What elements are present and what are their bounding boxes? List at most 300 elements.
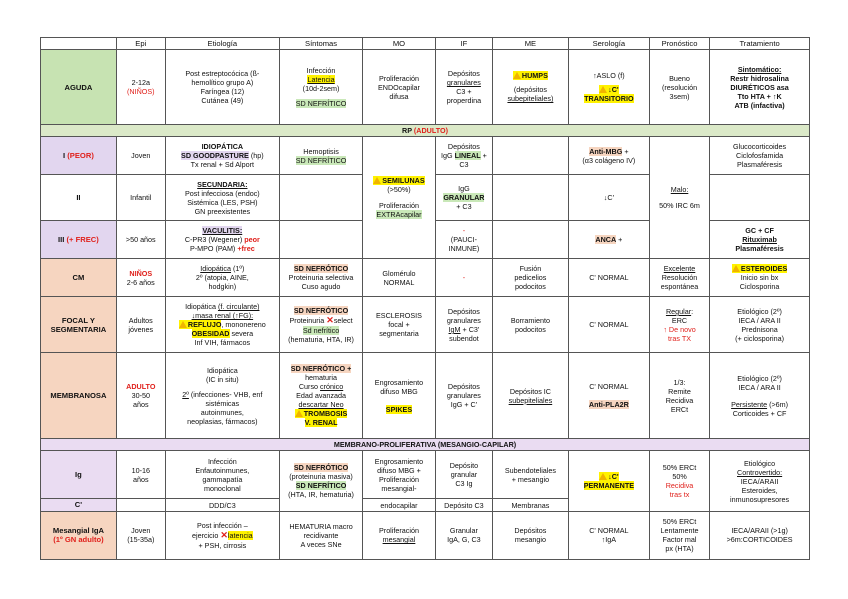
aguda-sint-latencia: Latencia	[307, 75, 335, 85]
header-epi: Epi	[116, 38, 165, 50]
iga-name-sub: (1º GN adulto)	[53, 535, 104, 545]
row-cm	[41, 259, 810, 297]
focal-me	[492, 297, 568, 353]
focal-if	[435, 297, 492, 353]
cm-prono	[649, 259, 709, 297]
membr-sint-vrenal: V. RENAL	[304, 418, 338, 428]
warning-icon	[599, 86, 607, 93]
membr-prono-line: Remite	[668, 386, 691, 396]
mp-sero-permanente: PERMANENTE	[583, 481, 635, 491]
rp-i-if-igg: IgG	[441, 151, 453, 161]
rp-iii-trat	[710, 221, 810, 259]
focal-trat-line: Prednisona	[741, 324, 778, 334]
aguda-prono-line: Bueno	[669, 73, 690, 83]
membr-if	[435, 353, 492, 439]
iga-mo	[363, 511, 436, 559]
rp-i-sero-antimbg: Anti-MBG	[589, 146, 623, 156]
mp-sint	[279, 451, 362, 511]
aguda-me-line: (depósitos	[513, 85, 547, 95]
cm-me-line: Fusión	[519, 264, 542, 274]
rp-iii-me	[492, 221, 568, 259]
rp-ii-sint	[279, 175, 362, 221]
mp-c-epi	[116, 499, 165, 511]
iga-prono	[649, 511, 709, 559]
rp-iii-label: III	[58, 235, 65, 245]
iga-mo-line: mesangial	[382, 535, 416, 545]
aguda-mo-line: difusa	[389, 91, 409, 101]
aguda-me-line: subepiteliales)	[507, 94, 554, 104]
aguda-sero	[568, 50, 649, 125]
cm-mo-line: NORMAL	[383, 277, 415, 287]
membr-epi-adulto: ADULTO	[126, 382, 156, 392]
rp-ii-epi: Infantil	[116, 175, 165, 221]
header-etiologia: Etiología	[165, 38, 279, 50]
membr-etio-2: 2º	[182, 389, 189, 399]
focal-if-line: granulares	[446, 315, 481, 325]
aguda-sint-line: Infección	[306, 66, 336, 76]
membr-prono-line: Recidiva	[665, 395, 694, 405]
focal-epi-line: Adultos	[128, 315, 153, 325]
membr-trat-6m: (>6m)	[767, 399, 789, 409]
membr-if-line: granulares	[446, 391, 481, 401]
focal-epi-line: jóvenes	[128, 324, 154, 334]
cm-sint-nefrotico: SD NEFRÓTICO	[293, 264, 349, 274]
rp-mo-line: Proliferación	[379, 201, 419, 211]
rp-ii-if-granular: GRANULAR	[443, 193, 485, 203]
aguda-trat-line: Tto HTA + ↑K	[737, 91, 782, 101]
aguda-etio-line: Faríngea (12)	[200, 87, 245, 97]
rp-i-sero-line: (α3 colágeno IV)	[582, 155, 636, 165]
row-iga	[41, 511, 810, 559]
rp-i-trat	[710, 137, 810, 175]
row-membranosa	[41, 353, 810, 439]
rp-mo	[363, 137, 436, 259]
focal-etio-fcirc: (f. circulante)	[217, 302, 260, 312]
mp-prono-line: 50%	[672, 472, 687, 482]
mp-ig-me	[492, 451, 568, 499]
rp-iii-sero-plus: +	[618, 235, 623, 245]
membr-sint-line: hematuria	[305, 373, 338, 383]
membr-sint-line: descartar Neo	[298, 400, 344, 410]
rp-i-sub: (PEOR)	[67, 151, 94, 161]
focal-if-line: subendot	[449, 333, 479, 343]
iga-epi-line: Joven	[131, 526, 151, 536]
rp-i-if	[435, 137, 492, 175]
rp-i-sint	[279, 137, 362, 175]
cm-etio-line: 2º (atopia, AINE,	[195, 273, 249, 283]
focal-name	[41, 297, 117, 353]
cm-epi-age: 2-6 años	[126, 277, 155, 287]
membr-epi-line: años	[132, 400, 149, 410]
iga-prono-line: 50% ERCt	[662, 517, 697, 527]
focal-sero: C' NORMAL	[568, 297, 649, 353]
rp-title: RP	[402, 126, 412, 136]
header-mo: MO	[363, 38, 436, 50]
membr-sint-line: Edad avanzada	[296, 391, 347, 401]
rp-iii-if	[435, 221, 492, 259]
mp-ig-etio	[165, 451, 279, 499]
membr-name: MEMBRANOSA	[41, 353, 117, 439]
rp-prono-malo: Malo:	[670, 185, 689, 195]
mp-sint-nefritico: SD NEFRÍTICO	[295, 481, 347, 491]
mp-prono-tras: tras tx	[669, 490, 690, 500]
iga-sint-line: HEMATURIA macro	[289, 521, 353, 531]
cm-sero: C' NORMAL	[568, 259, 649, 297]
header-if: IF	[435, 38, 492, 50]
focal-if-igm: IgM	[448, 324, 461, 334]
mp-ig-etio-line: monoclonal	[203, 483, 241, 493]
focal-trat-line: (+ ciclosporina)	[735, 333, 785, 343]
mp-sero	[568, 451, 649, 511]
mp-trat-line: Etiológico	[743, 458, 776, 468]
iga-me-line: Depósitos	[514, 526, 547, 536]
mp-trat-line: Controvertido:	[737, 467, 783, 477]
mp-ig-if-line: granular	[450, 470, 478, 480]
focal-me-line: Borramiento	[510, 315, 550, 325]
header-serologia: Serología	[568, 38, 649, 50]
rp-i-etio-hp: (hp)	[250, 151, 264, 161]
rp-ii-if	[435, 175, 492, 221]
mp-sint-line: (proteinuria masiva)	[289, 472, 353, 482]
rp-ii-etio-line: SECUNDARIA:	[197, 179, 248, 189]
cm-me	[492, 259, 568, 297]
header-sintomas: Síntomas	[279, 38, 362, 50]
mp-banner: MEMBRANO-PROLIFERATIVA (MESANGIO-CAPILAR)	[41, 439, 810, 451]
membr-prono-line: 1/3:	[673, 377, 686, 387]
membr-prono	[649, 353, 709, 439]
row-mp-banner	[41, 439, 810, 451]
rp-title-sub: (ADULTO)	[413, 126, 448, 136]
membr-etio	[165, 353, 279, 439]
mp-trat-line: Esteroides,	[741, 485, 778, 495]
iga-epi-line: (15-35a)	[127, 535, 155, 545]
membr-me	[492, 353, 568, 439]
mp-ig-me-line: + mesangio	[511, 474, 550, 484]
rp-i-if-lineal: LINEAL	[454, 151, 481, 161]
header-me: ME	[492, 38, 568, 50]
focal-if-line: Depósitos	[447, 306, 480, 316]
rp-i-sint-nefritico: SD NEFRÍTICO	[295, 155, 347, 165]
aguda-epi-group: (NIÑOS)	[126, 87, 155, 97]
rp-i-etio-line: Tx renal + Sd Alport	[190, 160, 254, 170]
warning-icon	[295, 410, 303, 417]
mp-ig-if-line: C3 Ig	[455, 479, 473, 489]
cm-epi	[116, 259, 165, 297]
rp-iii-sub: (+ FREC)	[66, 235, 99, 245]
aguda-me-humps: HUMPS	[521, 71, 548, 81]
mp-ig-epi	[116, 451, 165, 499]
rp-ii-etio-line: Post infecciosa (endoc)	[184, 188, 260, 198]
focal-prono-denovo: ↑ De novo	[663, 324, 696, 334]
focal-etio-idiopatica: Idiopática	[185, 302, 216, 312]
rp-iii-sero	[568, 221, 649, 259]
membr-sint	[279, 353, 362, 439]
cm-name: CM	[41, 259, 117, 297]
rp-ii-me	[492, 175, 568, 221]
rp-iii-trat-line: Rituximab	[742, 235, 777, 245]
row-aguda	[41, 50, 810, 125]
row-mp-ig	[41, 451, 810, 499]
aguda-if	[435, 50, 492, 125]
cm-trat	[710, 259, 810, 297]
rp-ii-etio-line: GN preexistentes	[194, 206, 251, 216]
header-row	[41, 38, 810, 50]
mp-ig-mo	[363, 451, 436, 499]
iga-sint-line: recidivante	[303, 530, 339, 540]
aguda-prono	[649, 50, 709, 125]
header-pronostico: Pronóstico	[649, 38, 709, 50]
iga-mo-line: Proliferación	[379, 526, 419, 536]
iga-me	[492, 511, 568, 559]
focal-sint-nefrotico: SD NEFRÓTICO	[293, 305, 349, 315]
focal-epi	[116, 297, 165, 353]
aguda-sint	[279, 50, 362, 125]
focal-trat-line: IECA / ARA II	[738, 315, 781, 325]
membr-etio-line: Idiopática	[206, 365, 238, 375]
aguda-me	[492, 50, 568, 125]
mp-c-if: Depósito C3	[435, 499, 492, 511]
warning-icon	[513, 72, 521, 79]
focal-prono-line: ERC	[671, 315, 688, 325]
mp-c-etio: DDD/C3	[165, 499, 279, 511]
mp-c-mo: endocapilar	[363, 499, 436, 511]
cross-icon: ✕	[220, 529, 228, 540]
aguda-if-line: C3 +	[456, 87, 472, 97]
rp-prono-line: 50% IRC 6m	[659, 201, 700, 211]
rp-iii-etio	[165, 221, 279, 259]
iga-if-line: IgA, G, C3	[447, 535, 481, 545]
membr-sero-pla2r: Anti-PLA2R	[588, 400, 629, 410]
rp-ii-sero: ↓C'	[568, 175, 649, 221]
rp-iii-sint	[279, 221, 362, 259]
mp-trat-line: IECA/ARAII	[740, 476, 779, 486]
aguda-mo-line: Proliferación	[379, 73, 419, 83]
iga-etio-line: Post infección –	[196, 520, 248, 530]
mp-ig-mo-line: Engrosamiento	[374, 456, 424, 466]
cm-mo-line: Glomérulo	[382, 268, 416, 278]
rp-iii-etio-peor: peor	[244, 235, 260, 245]
aguda-etio-line: Cutánea (49)	[201, 96, 244, 106]
rp-iii-name	[41, 221, 117, 259]
cm-trat-line: Ciclosporina	[739, 282, 780, 292]
cm-etio-line: hodgkin)	[208, 282, 237, 292]
rp-iii-sero-anca: ANCA	[595, 235, 617, 245]
rp-i-if-line: C3	[459, 160, 469, 170]
aguda-trat-line: DIURÉTICOS asa	[730, 82, 789, 92]
rp-iii-etio-pr3: C-PR3 (Wegener)	[184, 235, 243, 245]
iga-epi	[116, 511, 165, 559]
focal-etio-severa: severa	[229, 329, 254, 339]
iga-etio-ejercicio: ejercicio	[191, 530, 219, 540]
rp-i-trat-line: Glucocorticoides	[733, 142, 787, 152]
membr-epi	[116, 353, 165, 439]
focal-if-c3: + C3'	[460, 324, 480, 334]
membr-trat	[710, 353, 810, 439]
iga-trat-line: IECA/ARAII (>1g)	[731, 526, 788, 536]
rp-ii-name: II	[41, 175, 117, 221]
focal-prono-tras: tras TX	[668, 333, 692, 343]
iga-sint-line: A veces SNe	[300, 539, 342, 549]
rp-i-name	[41, 137, 117, 175]
rp-ii-etio	[165, 175, 279, 221]
mp-prono-line: 50% ERCt	[662, 463, 697, 473]
rp-iii-trat-line: GC + CF	[745, 226, 774, 236]
rp-iii-if-line: (PAUCI-	[450, 235, 478, 245]
focal-prono	[649, 297, 709, 353]
iga-prono-line: Lentamente	[660, 526, 699, 536]
cm-prono-line: espontánea	[660, 282, 699, 292]
focal-sint	[279, 297, 362, 353]
cm-mo	[363, 259, 436, 297]
cm-me-line: pedicelios	[514, 273, 547, 283]
row-rp-banner	[41, 125, 810, 137]
aguda-mo-line: ENDOcapilar	[378, 82, 420, 92]
iga-if	[435, 511, 492, 559]
rp-i-if-line: Depósitos	[447, 142, 480, 152]
rp-ii-trat	[710, 175, 810, 221]
membr-epi-line: 30-50	[131, 391, 150, 401]
focal-mo-line: ESCLEROSIS	[376, 311, 422, 321]
focal-trat	[710, 297, 810, 353]
iga-prono-line: Factor mal	[662, 535, 697, 545]
membr-sint-curso: Curso	[298, 382, 319, 392]
aguda-etio-line: hemolítico grupo A)	[191, 78, 254, 88]
mp-trat-line: inmunosupresores	[730, 494, 790, 504]
mp-sint-nefrotico: SD NEFRÓTICO	[293, 463, 349, 473]
membr-sint-trombosis: TROMBOSIS	[303, 409, 348, 419]
aguda-epi-age: 2-12a	[131, 78, 150, 88]
focal-etio	[165, 297, 279, 353]
aguda-sint-line: (10d-2sem)	[302, 84, 340, 94]
glomerulonephritis-table	[40, 37, 810, 560]
cm-sint-line: Cuso agudo	[301, 282, 341, 292]
focal-sint-select: select	[333, 315, 353, 325]
rp-i-goodpasture: SD GOODPASTURE	[181, 151, 249, 161]
mp-ig-mo-line: mesangial-	[381, 483, 417, 493]
rp-mo-extracapilar: EXTRAcapilar	[376, 210, 422, 220]
rp-ii-if-line: + C3	[456, 202, 472, 212]
row-focal	[41, 297, 810, 353]
rp-iii-epi: >50 años	[116, 221, 165, 259]
membr-me-line: subepiteliales	[508, 395, 553, 405]
iga-sint	[279, 511, 362, 559]
rp-i-trat-line: Plasmaféresis	[737, 160, 783, 170]
warning-icon	[179, 321, 187, 328]
rp-iii-etio-frec: +frec	[237, 244, 255, 254]
mp-prono-recidiva: Recidiva	[665, 481, 694, 491]
focal-prono-regular: Regular	[665, 306, 692, 316]
focal-etio-masa: ↓masa renal (↑FG):	[191, 311, 254, 321]
rp-ii-if-line: IgG	[458, 184, 470, 194]
mp-ig-etio-line: gammapatía	[202, 474, 243, 484]
mp-ig-if-line: Depósito	[449, 461, 479, 471]
focal-etio-obesidad: OBESIDAD	[191, 329, 230, 339]
membr-etio-line: (IC in situ)	[205, 374, 239, 384]
iga-sero	[568, 511, 649, 559]
iga-trat	[710, 511, 810, 559]
iga-etio	[165, 511, 279, 559]
mp-ig-epi-line: años	[132, 474, 149, 484]
aguda-sero-aslo: ↑ASLO (f)	[593, 71, 625, 81]
rp-banner	[41, 125, 810, 137]
corner-cell	[41, 38, 117, 50]
membr-if-line: IgG + C'	[450, 400, 478, 410]
iga-me-line: mesangio	[514, 535, 546, 545]
focal-trat-line: Etiológico (2º)	[737, 306, 782, 316]
rp-mo-line: (>50%)	[387, 185, 411, 195]
iga-sero-line: ↑IgA	[601, 535, 617, 545]
cm-etio	[165, 259, 279, 297]
focal-mo-line: segmentaria	[379, 329, 419, 339]
rp-iii-if-line: INMUNE)	[448, 244, 480, 254]
cm-trat-esteroides: ESTEROIDES	[740, 264, 788, 274]
rp-i-if-plus: +	[482, 151, 487, 161]
aguda-trat-line: ATB (infactiva)	[734, 100, 785, 110]
rp-i-etio-line: IDIOPÁTICA	[201, 142, 244, 152]
membr-sero	[568, 353, 649, 439]
rp-i-epi: Joven	[116, 137, 165, 175]
membr-trat-line: Corticoides + CF	[732, 408, 787, 418]
membr-mo-spikes: SPIKES	[385, 404, 413, 414]
mp-c-me: Membranas	[492, 499, 568, 511]
rp-i-sero-plus: +	[624, 146, 629, 156]
rp-i-sint-line: Hemoptisis	[303, 146, 339, 156]
membr-trat-line: Etiológico (2º)	[737, 373, 782, 383]
aguda-etio	[165, 50, 279, 125]
iga-etio-latencia: latencia	[227, 530, 253, 540]
membr-prono-line: ERCt	[670, 404, 689, 414]
warning-icon	[599, 473, 607, 480]
membr-etio-line: neoplasias, fármacos)	[187, 416, 258, 426]
focal-name-line: FOCAL Y	[61, 315, 95, 325]
aguda-if-line: properdina	[446, 96, 482, 106]
rp-iii-if-dash: -	[462, 226, 466, 236]
rp-i-sero	[568, 137, 649, 175]
mp-ig-name: Ig	[41, 451, 117, 499]
membr-sero-c: C' NORMAL	[589, 382, 629, 392]
aguda-trat-line: Sintomático:	[737, 64, 782, 74]
aguda-name: AGUDA	[41, 50, 117, 125]
aguda-sint-nefritico: SD NEFRÍTICO	[295, 99, 347, 109]
membr-trat-persistente: Persistente	[731, 399, 768, 409]
focal-sint-prot: Proteinuria	[289, 315, 325, 325]
iga-sero-line: C' NORMAL	[589, 526, 629, 536]
mp-ig-mo-line: difuso MBG +	[377, 465, 421, 475]
aguda-trat	[710, 50, 810, 125]
mp-ig-mo-line: Proliferación	[379, 474, 419, 484]
rp-iii-etio-mpo: P-MPO (PAM)	[189, 244, 236, 254]
cm-sint-line: Proteinuria selectiva	[288, 273, 354, 283]
cross-icon: ✕	[326, 314, 334, 325]
focal-mo	[363, 297, 436, 353]
cm-etio-idiopatica: Idiopática	[200, 264, 232, 274]
cm-me-line: podocitos	[515, 282, 546, 292]
rp-iii-vasculitis: VACULITIS:	[202, 226, 243, 236]
row-rp-i	[41, 137, 810, 175]
iga-trat-line: >6m:CORTICOIDES	[726, 535, 793, 545]
focal-etio-mono: , mononereno	[221, 320, 266, 330]
cm-prono-line: Excelente	[663, 264, 696, 274]
aguda-if-line: granulares	[446, 78, 481, 88]
membr-etio-line: autoinmunes,	[200, 407, 244, 417]
focal-mo-line: focal +	[388, 320, 410, 330]
iga-name	[41, 511, 117, 559]
rp-prono	[649, 137, 709, 259]
rp-ii-etio-line: Sistémica (LES, PSH)	[187, 197, 258, 207]
warning-icon	[373, 177, 381, 184]
focal-prono-colon: :	[691, 306, 694, 316]
membr-me-line: Depósitos IC	[509, 386, 551, 396]
